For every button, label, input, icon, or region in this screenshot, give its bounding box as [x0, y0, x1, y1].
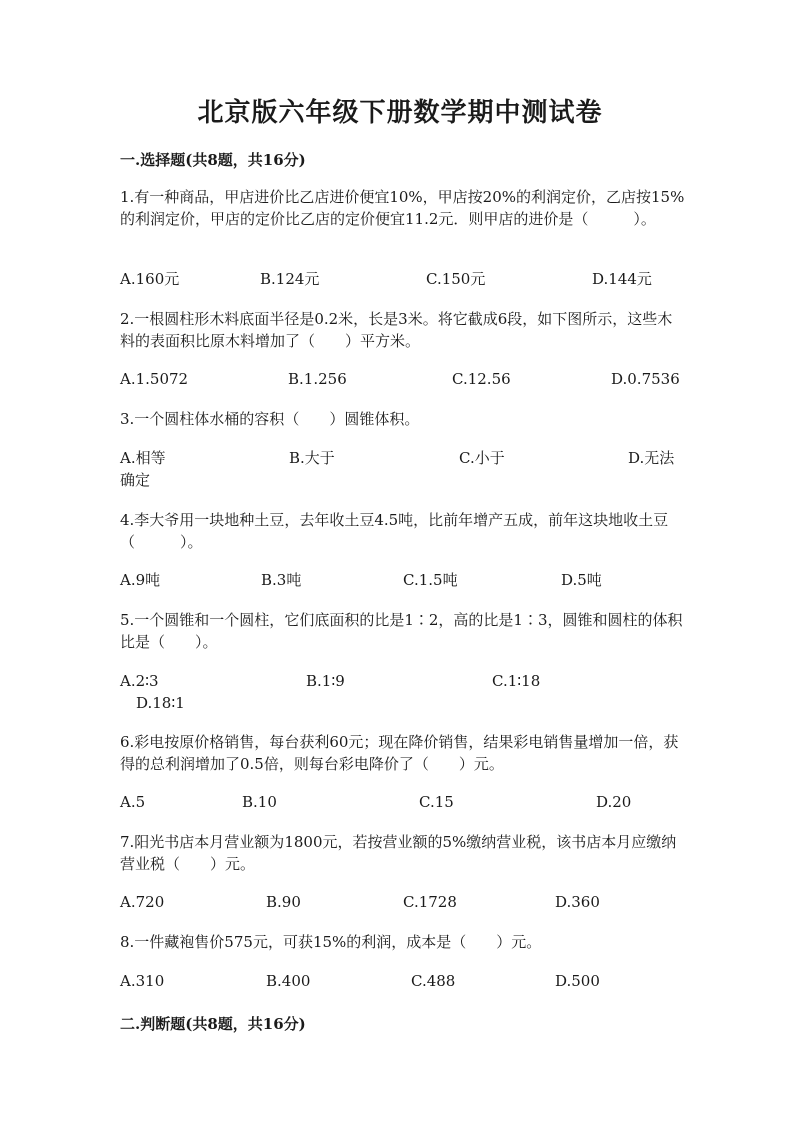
question-8-option-a[interactable]: A.310 — [120, 972, 165, 990]
question-5-stem: 5.一个圆锥和一个圆柱，它们底面积的比是1∶2，高的比是1∶3，圆锥和圆柱的体积比是（ ）。 — [120, 611, 683, 651]
question-5-option-a[interactable]: A.2∶3 — [120, 672, 159, 690]
question-1-option-a[interactable]: A.160元 — [120, 270, 180, 288]
question-7-option-c[interactable]: C.1728 — [403, 893, 457, 911]
question-3-option-c[interactable]: C.小于 — [459, 449, 505, 467]
question-2-option-b[interactable]: B.1.256 — [288, 370, 347, 388]
question-6-option-d[interactable]: D.20 — [596, 793, 632, 811]
question-6-option-b[interactable]: B.10 — [242, 793, 277, 811]
question-4-option-a[interactable]: A.9吨 — [120, 571, 161, 589]
question-6-option-a[interactable]: A.5 — [120, 793, 146, 811]
question-8-option-b[interactable]: B.400 — [266, 972, 311, 990]
question-1-option-c[interactable]: C.150元 — [426, 270, 486, 288]
question-3-option-d[interactable]: D.无法 — [628, 449, 675, 467]
question-6-stem: 6.彩电按原价格销售，每台获利60元；现在降价销售，结果彩电销售量增加一倍，获得的总利润增加了0.5倍，则每台彩电降价了（ ）元。 — [120, 733, 679, 773]
section-heading-judgement: 二.判断题(共8题，共16分) — [120, 1015, 306, 1033]
question-8-stem: 8.一件藏袍售价575元，可获15%的利润，成本是（ ）元。 — [120, 933, 542, 951]
question-8-option-d[interactable]: D.500 — [555, 972, 600, 990]
page-title: 北京版六年级下册数学期中测试卷 — [197, 98, 603, 128]
question-1-option-d[interactable]: D.144元 — [592, 270, 652, 288]
question-7-stem: 7.阳光书店本月营业额为1800元，若按营业额的5%缴纳营业税，该书店本月应缴纳营业税（ ）元。 — [120, 833, 677, 873]
question-6-option-c[interactable]: C.15 — [419, 793, 454, 811]
question-8-option-c[interactable]: C.488 — [411, 972, 456, 990]
question-2-stem: 2.一根圆柱形木料底面半径是0.2米，长是3米。将它截成6段，如下图所示，这些木料的表面积比原木料增加了（ ）平方米。 — [120, 310, 673, 350]
question-4-stem: 4.李大爷用一块地种土豆，去年收土豆4.5吨，比前年增产五成，前年这块地收土豆（ ）。 — [120, 511, 669, 551]
question-2-option-a[interactable]: A.1.5072 — [120, 370, 189, 388]
question-3-option-b[interactable]: B.大于 — [289, 449, 335, 467]
question-7-option-b[interactable]: B.90 — [266, 893, 301, 911]
question-1-option-b[interactable]: B.124元 — [260, 270, 320, 288]
question-5-option-c[interactable]: C.1∶18 — [492, 672, 541, 690]
question-3-option-d-continued: 确定 — [120, 471, 151, 489]
section-heading-choice: 一.选择题(共8题，共16分) — [120, 151, 306, 169]
question-7-option-a[interactable]: A.720 — [120, 893, 165, 911]
question-4-option-d[interactable]: D.5吨 — [561, 571, 602, 589]
question-4-option-b[interactable]: B.3吨 — [261, 571, 302, 589]
question-3-option-a[interactable]: A.相等 — [120, 449, 166, 467]
question-2-option-d[interactable]: D.0.7536 — [611, 370, 680, 388]
question-7-option-d[interactable]: D.360 — [555, 893, 600, 911]
question-3-stem: 3.一个圆柱体水桶的容积（ ）圆锥体积。 — [120, 410, 420, 428]
question-5-option-d[interactable]: D.18∶1 — [136, 694, 185, 712]
question-5-option-b[interactable]: B.1∶9 — [306, 672, 345, 690]
question-4-option-c[interactable]: C.1.5吨 — [403, 571, 458, 589]
question-2-option-c[interactable]: C.12.56 — [452, 370, 511, 388]
question-1-stem: 1.有一种商品，甲店进价比乙店进价便宜10%，甲店按20%的利润定价，乙店按15%的利润定价，甲店的定价比乙店的定价便宜11.2元．则甲店的进价是（ ）。 — [120, 188, 685, 228]
